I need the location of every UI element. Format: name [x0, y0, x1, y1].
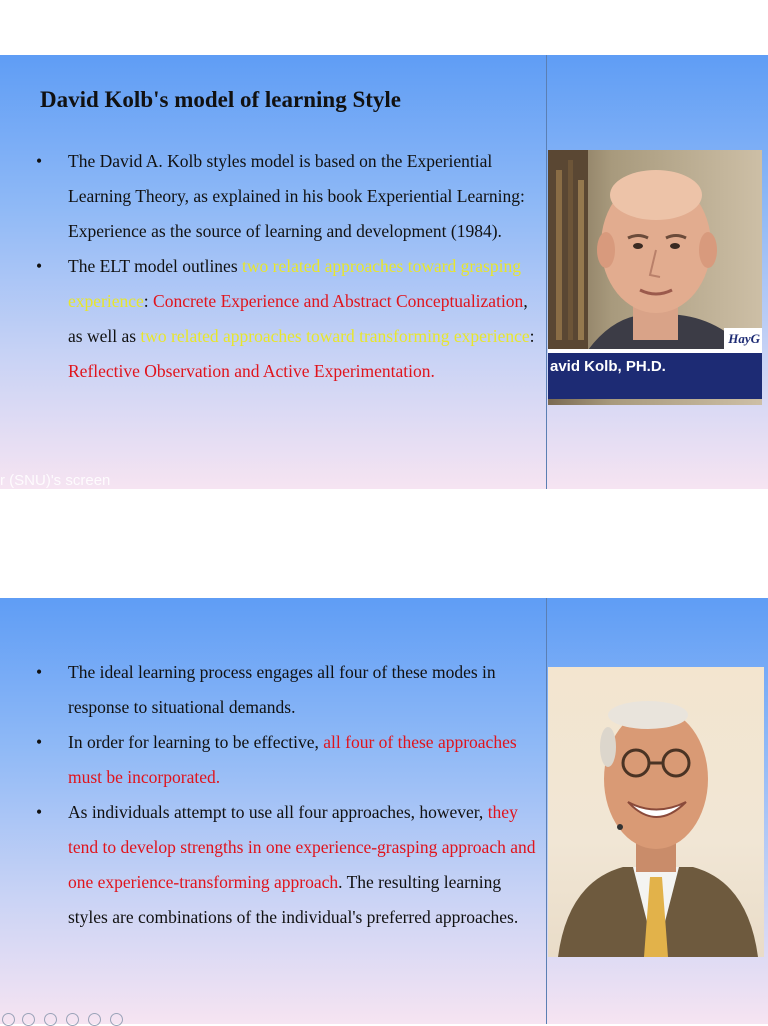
bullet-text: , as well as — [68, 291, 528, 346]
emphasis-text: Reflective Observation and Active Experimentation. — [68, 361, 435, 381]
bullet-item — [36, 725, 541, 795]
bullet-dot: • — [36, 151, 43, 171]
highlight-text: two related approaches toward grasping experience — [68, 256, 521, 311]
slide-1 — [0, 55, 768, 489]
bullet-text: As individuals attempt to use all four approaches, however, — [68, 802, 488, 822]
pen-icon[interactable] — [44, 1013, 57, 1026]
david-kolb-photo — [548, 150, 762, 405]
slide-2 — [0, 598, 768, 1024]
bullet-dot: • — [36, 802, 43, 822]
screen-share-caption: r (SNU)'s screen — [0, 472, 111, 489]
bullet-text: . The resulting learning styles are combinations of the individual's preferred approaches. — [68, 872, 519, 927]
bullet-text: In order for learning to be effective, — [68, 732, 324, 752]
bullet-dot: • — [36, 256, 43, 276]
bullet-list — [36, 144, 541, 389]
bullet-list — [36, 655, 541, 935]
bullet-item — [36, 144, 541, 249]
smiling-man-photo — [548, 667, 764, 957]
highlight-text: two related approaches toward transforming experience — [140, 326, 530, 346]
bullet-text: : — [529, 326, 535, 346]
back-arrow-icon[interactable] — [2, 1013, 15, 1026]
bullet-item — [36, 655, 541, 725]
bullet-item — [36, 249, 541, 389]
portrait-illustration — [548, 667, 764, 957]
more-options-icon[interactable] — [110, 1013, 123, 1026]
bullet-dot: • — [36, 732, 43, 752]
zoom-icon[interactable] — [88, 1013, 101, 1026]
bullet-text: The ideal learning process engages all four of these modes in response to situational demands. — [68, 662, 496, 717]
emphasis-text: they tend to develop strengths in one experience-grasping approach and one experience-transforming approach — [68, 802, 536, 892]
bullet-text: The ELT model outlines — [68, 256, 243, 276]
presentation-toolbar — [0, 1011, 140, 1024]
emphasis-text: Concrete Experience and Abstract Conceptualization — [153, 291, 524, 311]
bullet-item — [36, 795, 541, 935]
bullet-dot: • — [36, 662, 43, 682]
bullet-text: The David A. Kolb styles model is based on the Experiential Learning Theory, as explained in his book Experiential Learning: Experience as the source of learning and development (1984). — [68, 151, 525, 241]
bullet-text: : — [143, 291, 154, 311]
slide-title: David Kolb's model of learning Style — [40, 87, 401, 112]
slide-divider-line — [546, 598, 547, 1024]
pointer-icon[interactable] — [22, 1013, 35, 1026]
name-caption: avid Kolb, PH.D. — [550, 358, 666, 375]
brand-logo: HayG — [724, 328, 762, 350]
slides-grid-icon[interactable] — [66, 1013, 79, 1026]
slide-divider-line — [546, 55, 547, 489]
emphasis-text: all four of these approaches must be incorporated. — [68, 732, 517, 787]
